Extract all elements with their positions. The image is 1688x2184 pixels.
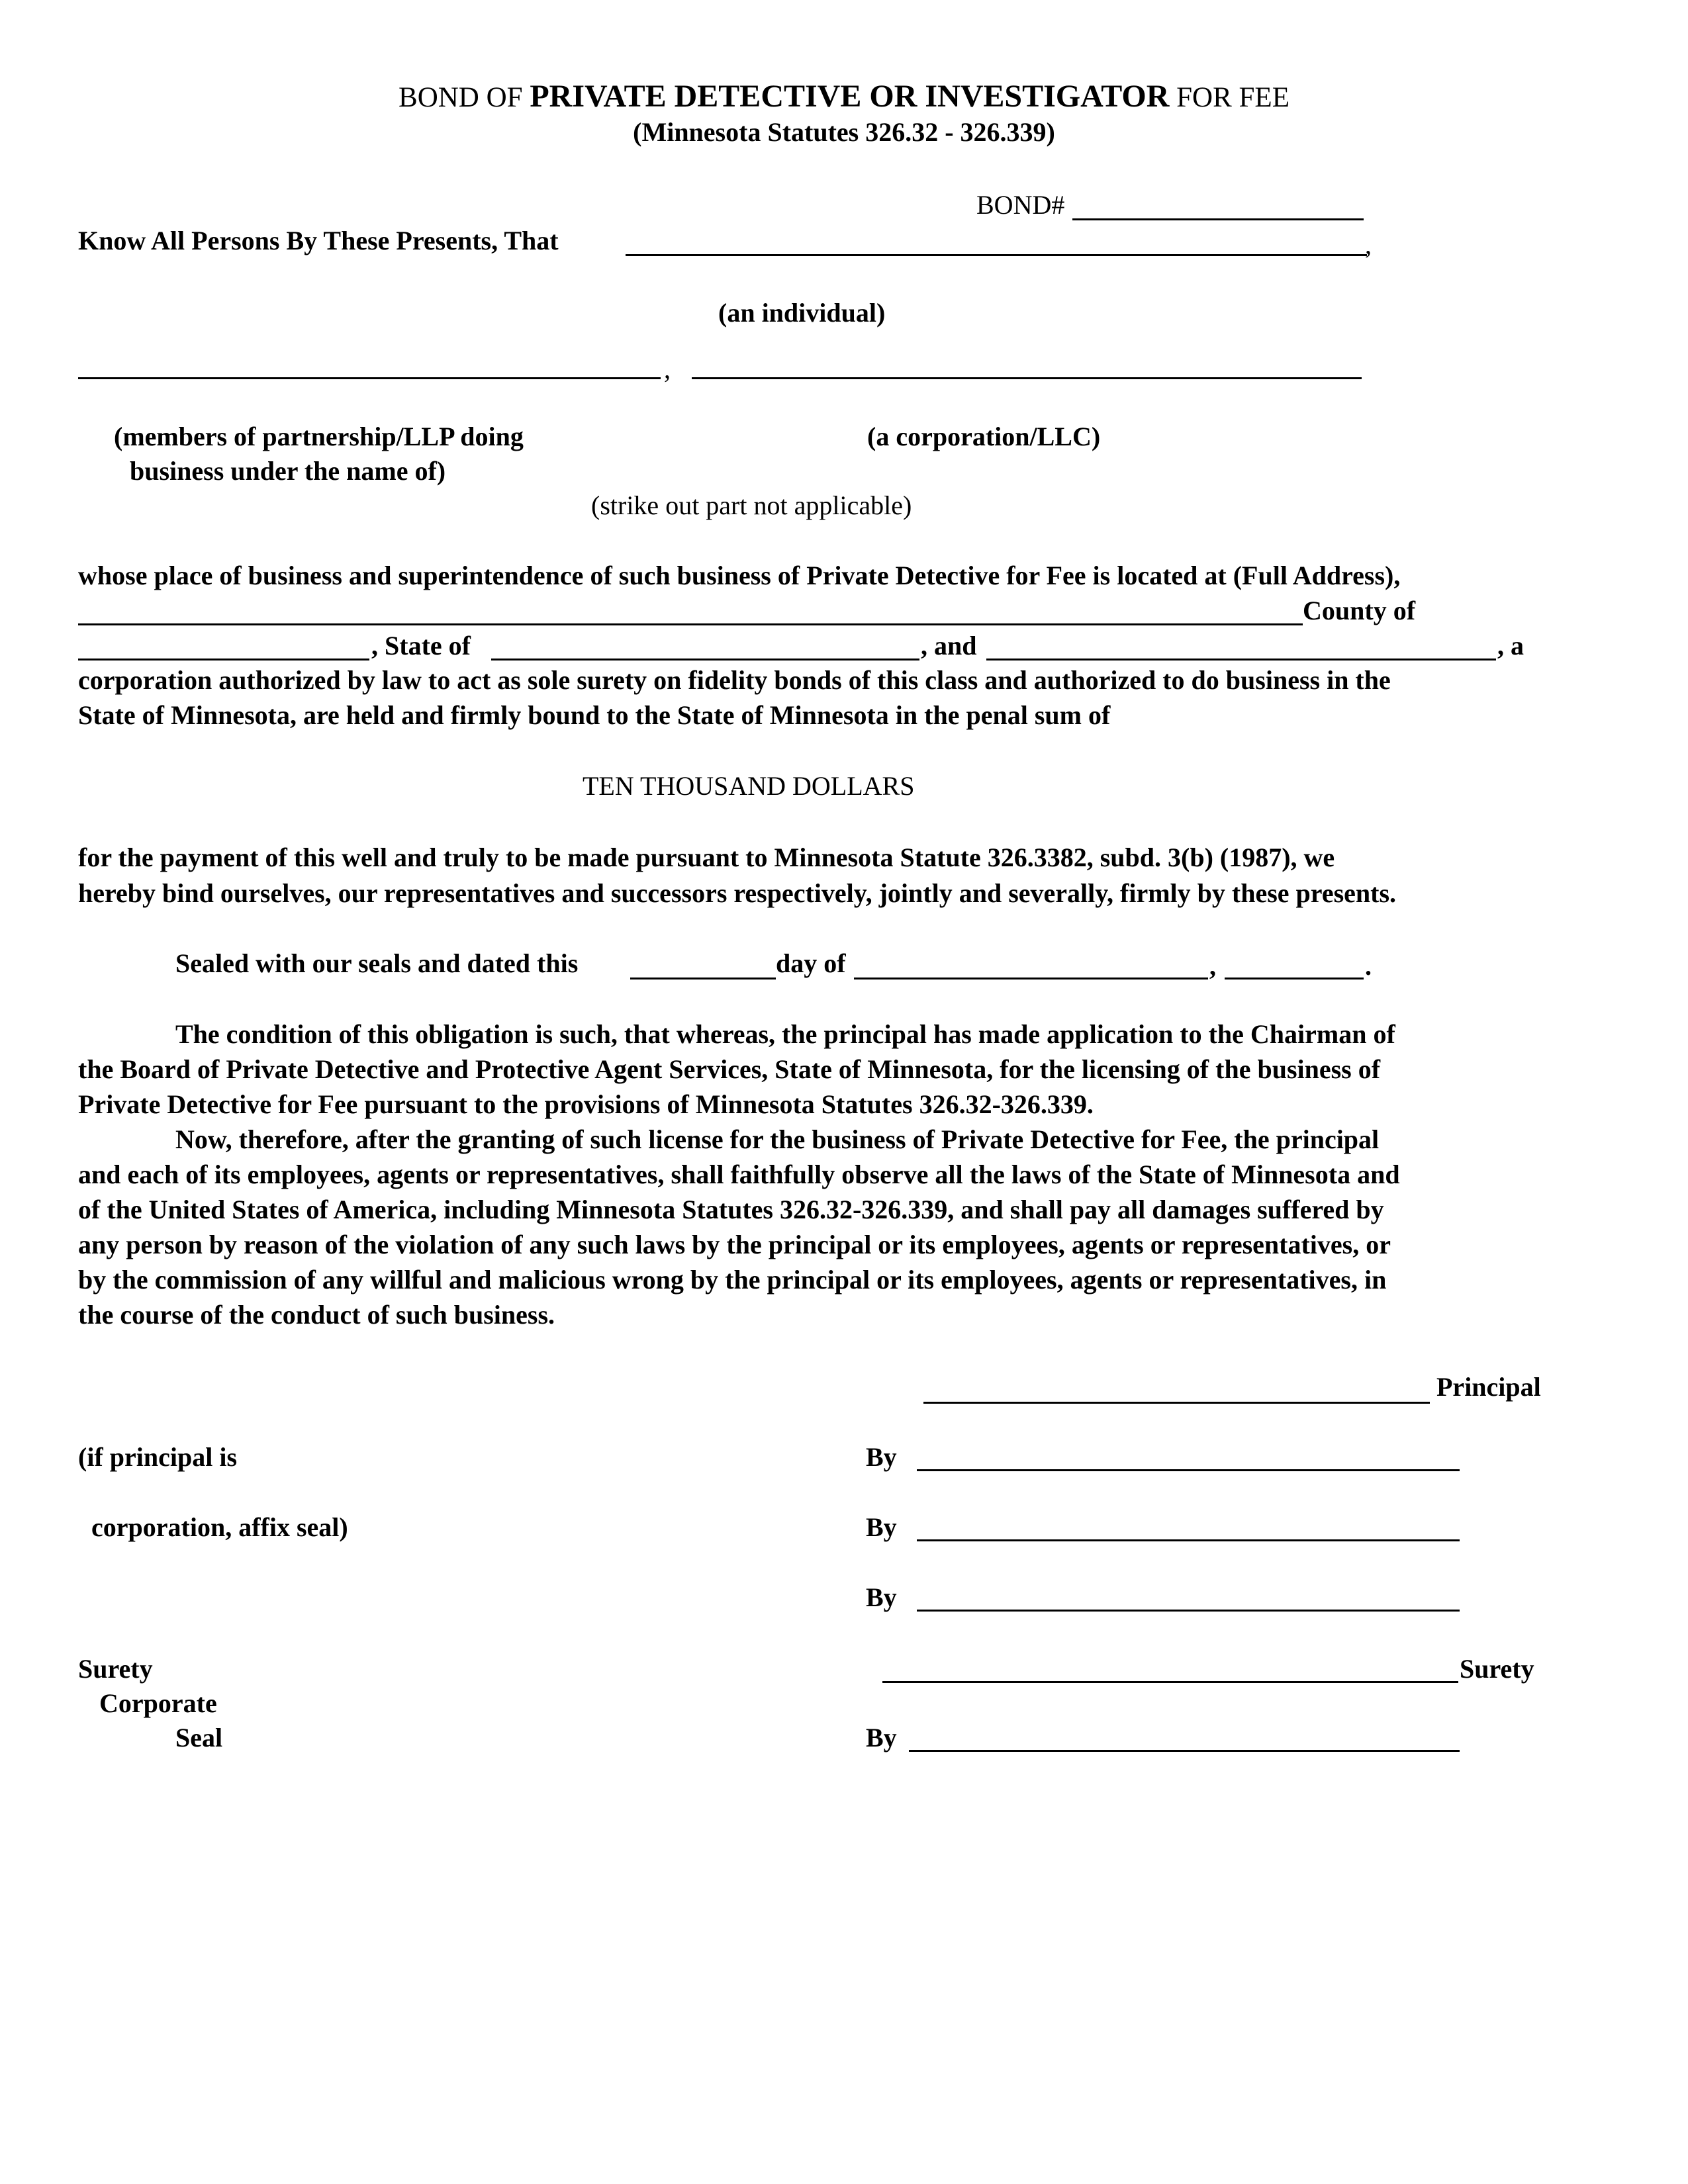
- principal-by-field-1[interactable]: [917, 1469, 1460, 1471]
- state-of-label: , State of: [371, 631, 471, 660]
- if-principal-note: (if principal is: [78, 1442, 238, 1472]
- condition-p2-line3: of the United States of America, including Minnesota Statutes 326.32-326.339, and shall pay all damages suffered by: [78, 1195, 1384, 1224]
- state-bound-text: State of Minnesota, are held and firmly bound to the State of Minnesota in the penal sum of: [78, 700, 1111, 730]
- by-label-1: By: [866, 1442, 897, 1472]
- by-label-3: By: [866, 1582, 897, 1612]
- by-label-4: By: [866, 1723, 897, 1752]
- seal-label: Seal: [175, 1723, 223, 1752]
- members-caption-line2: business under the name of): [130, 456, 446, 486]
- individual-caption: (an individual): [718, 298, 886, 328]
- individual-name-field[interactable]: [626, 254, 1367, 256]
- corp-affix-seal-note: corporation, affix seal): [91, 1512, 348, 1542]
- corporation-name-field[interactable]: [692, 377, 1362, 379]
- members-caption-line1: (members of partnership/LLP doing: [114, 422, 524, 451]
- condition-p2-line4: any person by reason of the violation of any such laws by the principal or its employees, agents or representatives, or: [78, 1230, 1391, 1259]
- principal-label: Principal: [1436, 1372, 1541, 1402]
- individual-comma: ,: [1365, 230, 1372, 259]
- condition-p2-line1: Now, therefore, after the granting of such license for the business of Private Detective for Fee, the principal: [175, 1124, 1380, 1154]
- know-all-label: Know All Persons By These Presents, That: [78, 226, 559, 255]
- condition-p1-line1: The condition of this obligation is such, that whereas, the principal has made application to the Chairman of: [175, 1019, 1395, 1049]
- principal-by-field-2[interactable]: [917, 1539, 1460, 1541]
- surety-label: Surety: [1460, 1654, 1534, 1684]
- condition-p1-line2: the Board of Private Detective and Protective Agent Services, State of Minnesota, for the licensing of the business of: [78, 1054, 1381, 1084]
- form-subtitle: (Minnesota Statutes 326.32 - 326.339): [633, 117, 1055, 147]
- whose-place-text: whose place of business and superintendence of such business of Private Detective for Fee is located at (Full Address),: [78, 561, 1401, 590]
- condition-p2-line5: by the commission of any willful and malicious wrong by the principal or its employees, agents or representatives, in: [78, 1265, 1387, 1295]
- condition-p2-line6: the course of the conduct of such business.: [78, 1300, 555, 1330]
- payment-text-line1: for the payment of this well and truly to be made pursuant to Minnesota Statute 326.3382, subd. 3(b) (1987), we: [78, 842, 1335, 872]
- state-field[interactable]: [491, 659, 919, 660]
- condition-p2-line2: and each of its employees, agents or representatives, shall faithfully observe all the laws of the State of Minnesota and: [78, 1160, 1400, 1189]
- surety-by-field[interactable]: [909, 1750, 1460, 1752]
- a-label: , a: [1497, 631, 1524, 660]
- title-prefix: BOND OF: [399, 82, 523, 113]
- bond-number-field[interactable]: [1072, 218, 1364, 220]
- form-title: [0, 81, 1688, 113]
- sealed-label: Sealed with our seals and dated this: [175, 948, 579, 978]
- by-label-2: By: [866, 1512, 897, 1542]
- year-field[interactable]: [1225, 978, 1364, 979]
- partnership-comma: ,: [664, 354, 671, 384]
- surety-signature-field[interactable]: [882, 1681, 1458, 1683]
- principal-signature-field[interactable]: [923, 1402, 1430, 1404]
- partnership-name-field[interactable]: [78, 377, 661, 379]
- surety-seal-label: Surety: [78, 1654, 153, 1684]
- month-field[interactable]: [854, 978, 1208, 979]
- corporation-authorized-text: corporation authorized by law to act as sole surety on fidelity bonds of this class and authorized to do business in the: [78, 665, 1391, 695]
- payment-text-line2: hereby bind ourselves, our representatives and successors respectively, jointly and severally, firmly by these presents.: [78, 878, 1397, 908]
- day-of-label: day of: [776, 948, 846, 978]
- penal-sum-amount: TEN THOUSAND DOLLARS: [583, 771, 915, 801]
- principal-by-field-3[interactable]: [917, 1610, 1460, 1612]
- strike-note: (strike out part not applicable): [591, 490, 912, 520]
- condition-p1-line3: Private Detective for Fee pursuant to the provisions of Minnesota Statutes 326.32-326.339.: [78, 1089, 1094, 1119]
- surety-name-field[interactable]: [986, 659, 1496, 660]
- full-address-field[interactable]: [78, 623, 1303, 625]
- day-field[interactable]: [630, 978, 776, 979]
- sealed-comma: ,: [1209, 951, 1216, 981]
- and-label: , and: [921, 631, 977, 660]
- corporate-seal-label: Corporate: [99, 1688, 217, 1718]
- title-suffix: FOR FEE: [1176, 82, 1289, 113]
- county-field[interactable]: [78, 659, 369, 660]
- sealed-period: .: [1365, 951, 1372, 981]
- county-of-label: County of: [1303, 596, 1416, 625]
- bond-number-label: BOND#: [976, 190, 1065, 220]
- corporation-caption: (a corporation/LLC): [867, 422, 1101, 451]
- title-main: PRIVATE DETECTIVE OR INVESTIGATOR: [530, 79, 1170, 114]
